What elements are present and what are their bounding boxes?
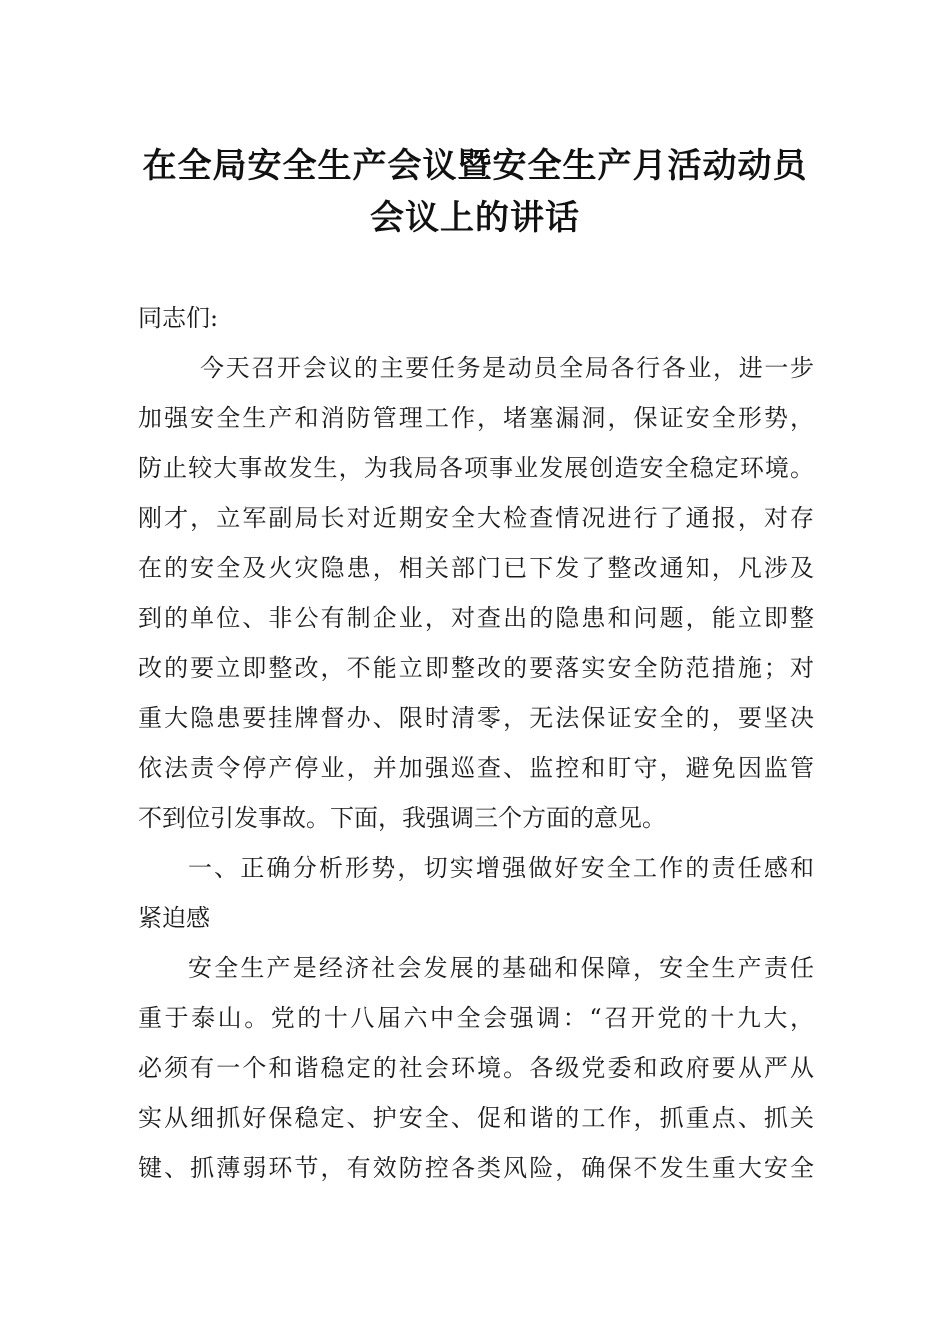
body-line-2: 加强安全生产和消防管理工作，堵塞漏洞，保证安全形势， bbox=[138, 404, 814, 432]
section-heading-line-2: 紧迫感 bbox=[138, 904, 210, 932]
body-line-6: 到的单位、非公有制企业，对查出的隐患和问题，能立即整 bbox=[138, 604, 814, 632]
body-line-8: 重大隐患要挂牌督办、限时清零，无法保证安全的，要坚决 bbox=[138, 704, 814, 732]
body-line-1: 今天召开会议的主要任务是动员全局各行各业，进一步 bbox=[200, 354, 814, 382]
document-title-line-2: 会议上的讲话 bbox=[370, 198, 580, 238]
document-title-line-1: 在全局安全生产会议暨安全生产月活动动员 bbox=[142, 146, 808, 186]
body-line-5: 在的安全及火灾隐患，相关部门已下发了整改通知，凡涉及 bbox=[138, 554, 814, 582]
body-line-7: 改的要立即整改，不能立即整改的要落实安全防范措施；对 bbox=[138, 654, 814, 682]
body-line-10: 不到位引发事故。下面，我强调三个方面的意见。 bbox=[138, 804, 666, 832]
salutation: 同志们: bbox=[138, 304, 219, 332]
body-line-4: 刚才，立军副局长对近期安全大检查情况进行了通报，对存 bbox=[138, 504, 814, 532]
section-heading-line-1: 一、正确分析形势，切实增强做好安全工作的责任感和 bbox=[188, 854, 814, 882]
body-line-15: 键、抓薄弱环节，有效防控各类风险，确保不发生重大安全 bbox=[138, 1154, 814, 1182]
body-line-9: 依法责令停产停业，并加强巡查、监控和盯守，避免因监管 bbox=[138, 754, 814, 782]
body-line-12: 重于泰山。党的十八届六中全会强调：“召开党的十九大， bbox=[138, 1004, 814, 1032]
body-line-3: 防止较大事故发生，为我局各项事业发展创造安全稳定环境。 bbox=[138, 454, 814, 482]
body-line-11: 安全生产是经济社会发展的基础和保障，安全生产责任 bbox=[188, 954, 814, 982]
body-line-14: 实从细抓好保稳定、护安全、促和谐的工作，抓重点、抓关 bbox=[138, 1104, 814, 1132]
body-line-13: 必须有一个和谐稳定的社会环境。各级党委和政府要从严从 bbox=[138, 1054, 814, 1082]
